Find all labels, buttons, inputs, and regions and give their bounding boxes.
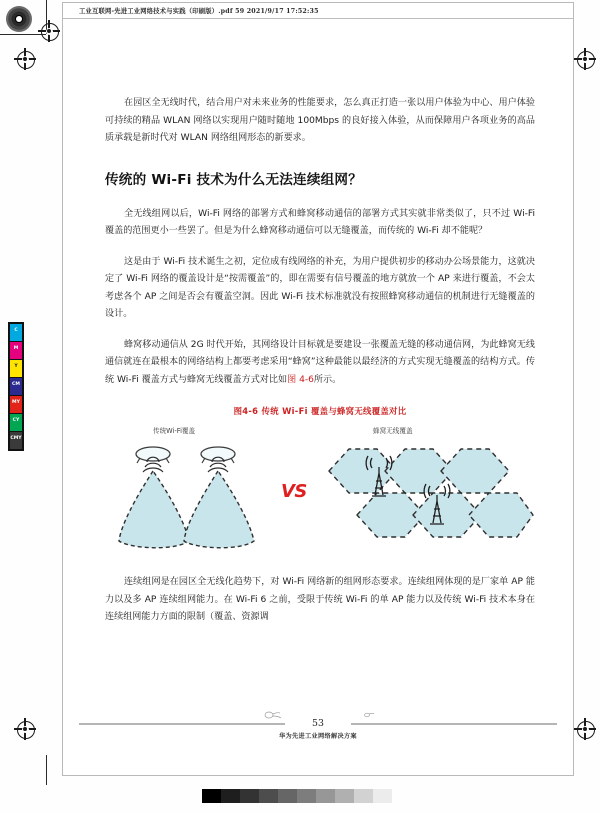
color-swatch-y — [10, 360, 22, 377]
registration-mark-left-lower — [14, 718, 36, 740]
color-swatch-my — [10, 396, 22, 413]
color-swatch-my-label: MY — [12, 400, 20, 405]
access-point-icon-2 — [201, 447, 235, 472]
crop-mark-bottom-left-vertical — [46, 755, 47, 785]
gray-step — [316, 789, 335, 803]
traditional-wifi-coverage-diagram — [113, 441, 293, 559]
registration-mark-right-upper — [574, 48, 596, 70]
paragraph-5: 连续组网是在园区全无线化趋势下，对 Wi-Fi 网络新的组网形态要求。连续组网体现的是厂家单 AP 能力以及多 AP 连续组网能力。在 Wi-Fi 6 之前，受限于传统 Wi-Fi 的单 AP 能力以及传统 Wi-Fi 技术本身在连续组网能力方面的限制（覆盖、资源调 — [105, 577, 535, 622]
figure-right-label: 蜂窝无线覆盖 — [373, 427, 413, 435]
registration-mark-right-lower — [574, 718, 596, 740]
color-swatch-y-label: Y — [14, 364, 18, 369]
color-swatch-c-label: C — [14, 328, 18, 333]
section-heading: 传统的 Wi-Fi 技术为什么无法连续组网？ — [105, 171, 363, 188]
color-swatch-cm — [10, 378, 22, 395]
registration-mark-top-left — [38, 20, 60, 42]
gray-step — [335, 789, 354, 803]
figure-left-label: 传统Wi-Fi覆盖 — [153, 427, 196, 435]
gray-step — [259, 789, 278, 803]
access-point-icon-1 — [136, 447, 170, 472]
color-swatch-cmy — [10, 432, 22, 449]
page-content — [105, 95, 535, 640]
document-page — [62, 2, 574, 776]
figure-illustration — [105, 425, 535, 560]
paragraph-4 — [105, 337, 535, 390]
gray-step — [240, 789, 259, 803]
footer-note: 华为先进工业网络解决方案 — [279, 733, 357, 740]
density-blob-top-left — [6, 6, 32, 32]
hex-cell — [469, 493, 533, 537]
paragraph-4-text-after: 所示。 — [313, 374, 342, 385]
gray-step — [373, 789, 392, 803]
figure-caption: 图4-6 传统 Wi-Fi 覆盖与蜂窝无线覆盖对比 — [233, 406, 407, 416]
gray-step — [354, 789, 373, 803]
color-swatch-cm-label: CM — [12, 382, 20, 387]
grayscale-step-wedge — [202, 789, 392, 803]
figure-cross-reference[interactable]: 图 4-6 — [287, 374, 314, 385]
pdf-header-info: 工业互联网-先进工业网络技术与实践（印刷版）.pdf 59 2021/9/17 17:52:35 — [79, 8, 319, 15]
gray-step — [202, 789, 221, 803]
registration-mark-left-upper — [14, 48, 36, 70]
gray-step — [278, 789, 297, 803]
paragraph-3: 这是由于 Wi-Fi 技术诞生之初，定位成有线网络的补充，为用户提供初步的移动办公场景能力，这就决定了 Wi-Fi 网络的覆盖设计是“按需覆盖”的，即在需要有信号覆盖的地方就放一个 AP 来进行覆盖，不会太考虑各个 AP 之间是否会有覆盖空洞。因此 Wi-Fi 技术标准就没有按照蜂窝移动通信的机制进行无缝覆盖的设计。 — [105, 256, 535, 319]
hex-cell — [441, 449, 509, 493]
color-swatch-cmy-label: CMY — [10, 436, 22, 441]
paragraph-2: 全无线组网以后，Wi-Fi 网络的部署方式和蜂窝移动通信的部署方式其实就非常类似了，只不过 Wi-Fi 覆盖的范围更小一些罢了。但是为什么蜂窝移动通信可以无缝覆盖，而传统的 Wi-Fi 却不能呢？ — [105, 208, 535, 236]
color-swatch-m-label: M — [13, 346, 19, 351]
gray-step — [297, 789, 316, 803]
ap-coverage-cone-fill-2 — [184, 471, 254, 548]
versus-label: VS — [281, 481, 307, 502]
page-number: 53 — [312, 718, 324, 729]
paragraph-4-text-before: 蜂窝移动通信从 2G 时代开始，其网络设计目标就是要建设一张覆盖无缝的移动通信网，为此蜂窝无线通信就连在最根本的网络结构上都要考虑采用“蜂窝”这种最能以最经济的方式实现无缝覆盖的结构方式。传统 Wi-Fi 覆盖方式与蜂窝无线覆盖方式对比如 — [105, 339, 535, 385]
color-swatch-m — [10, 342, 22, 359]
gray-step — [221, 789, 240, 803]
ap-coverage-cone-fill-1 — [119, 471, 189, 548]
page-footer — [63, 715, 573, 740]
figure-4-6 — [105, 405, 535, 560]
color-control-bar — [8, 322, 24, 451]
paragraph-1: 在园区全无线时代，结合用户对未来业务的性能要求，怎么真正打造一张以用户体验为中心、用户体验可持续的精品 WLAN 网络以实现用户随时随地 100Mbps 的良好接入体验，从而保障用户各项业务的高品质承载是新时代对 WLAN 网络组网形态的新要求。 — [105, 98, 535, 143]
color-swatch-cy — [10, 414, 22, 431]
color-swatch-cy-label: CY — [12, 418, 20, 423]
color-swatch-c — [10, 324, 22, 341]
cellular-coverage-diagram — [319, 443, 535, 561]
